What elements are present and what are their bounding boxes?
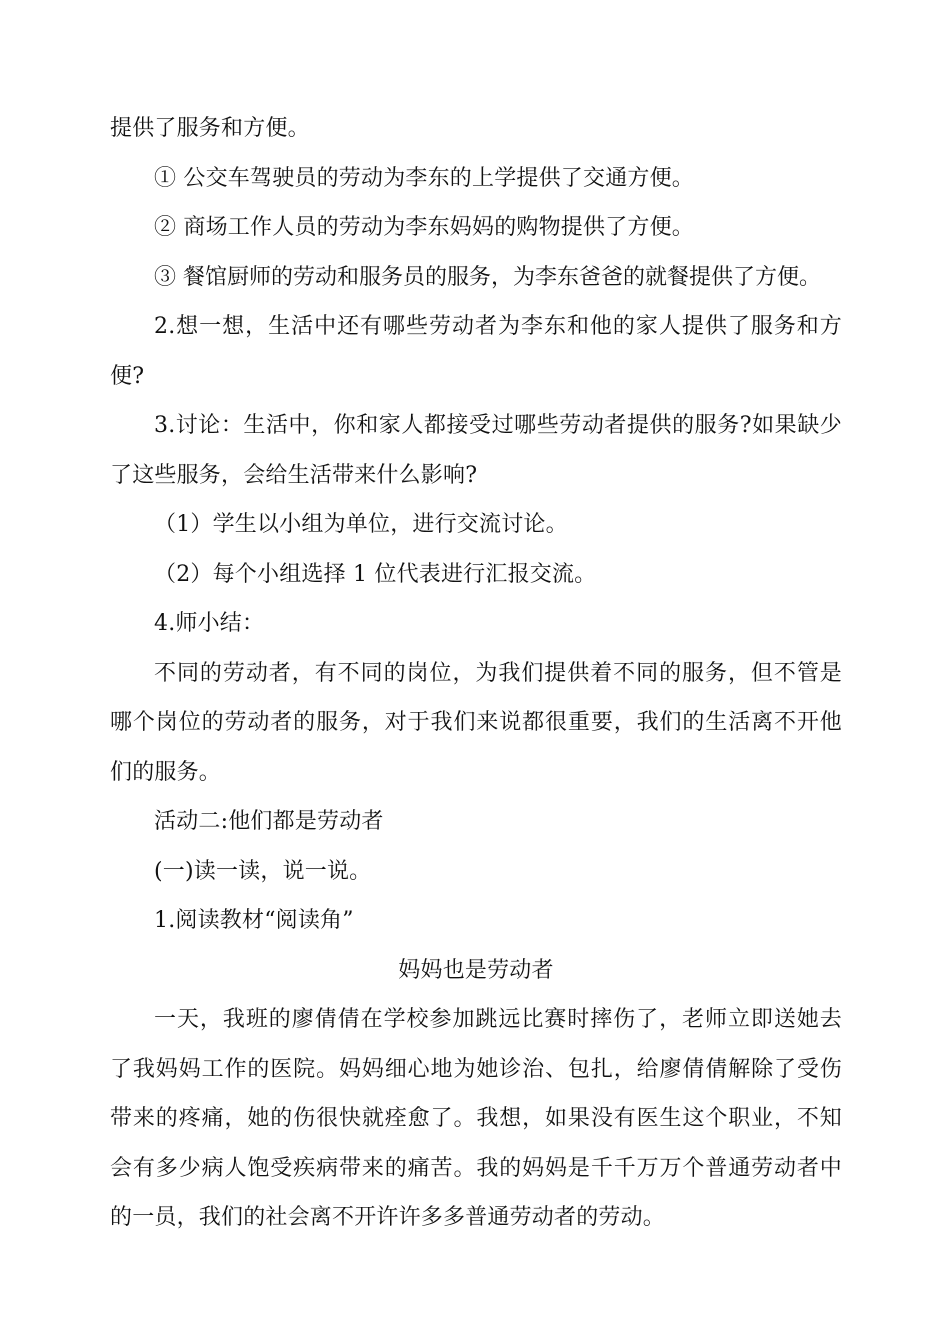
section-read-heading: (一)读一读，说一说。 <box>154 858 372 884</box>
story-body: 一天，我班的廖倩倩在学校参加跳远比赛时摔伤了，老师立即送她去了我妈妈工作的医院。妈妈细心地为她诊治、包扎，给廖倩倩解除了受伤带来的疼痛，她的伤很快就痊愈了。我想，如果没有医生这个职业，不知会有多少病人饱受疾病带来的痛苦。我的妈妈是千千万万个普通劳动者中的一员，我们的社会离不开许许多多普通劳动者的劳动。 <box>110 1007 842 1230</box>
paragraph-step-2: （2）每个小组选择 1 位代表进行汇报交流。 <box>154 561 597 587</box>
reading-corner-heading: 1.阅读教材“阅读角” <box>154 908 354 933</box>
paragraph-discussion-3: 3.讨论：生活中，你和家人都接受过哪些劳动者提供的服务?如果缺少了这些服务，会给生活带来什么影响? <box>110 413 842 488</box>
paragraph-item-3: ③ 餐馆厨师的劳动和服务员的服务，为李东爸爸的就餐提供了方便。 <box>154 264 821 290</box>
paragraph-summary-heading: 4.师小结： <box>154 611 265 636</box>
paragraph-step-1: （1）学生以小组为单位，进行交流讨论。 <box>154 512 568 537</box>
paragraph-item-1: ① 公交车驾驶员的劳动为李东的上学提供了交通方便。 <box>154 165 694 191</box>
paragraph-summary: 不同的劳动者，有不同的岗位，为我们提供着不同的服务，但不管是哪个岗位的劳动者的服务，对于我们来说都很重要，我们的生活离不开他们的服务。 <box>110 660 842 785</box>
activity-two-heading: 活动二:他们都是劳动者 <box>154 809 384 834</box>
document-page <box>110 104 842 1243</box>
story-title: 妈妈也是劳动者 <box>398 957 554 983</box>
paragraph-item-2: ② 商场工作人员的劳动为李东妈妈的购物提供了方便。 <box>154 215 694 240</box>
paragraph-continuation: 提供了服务和方便。 <box>110 116 310 141</box>
paragraph-question-2: 2.想一想，生活中还有哪些劳动者为李东和他的家人提供了服务和方便? <box>110 314 842 389</box>
